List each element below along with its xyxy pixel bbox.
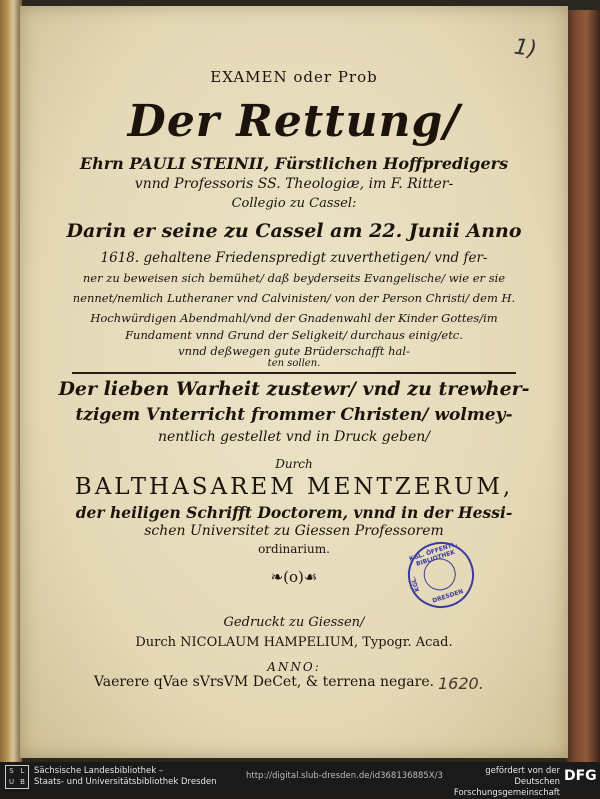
divider-rule: [72, 372, 516, 374]
funding-credit: [422, 766, 560, 799]
dedication-line-3: nentlich gestellet vnd in Druck geben/: [157, 429, 431, 445]
subject-line-5: Hochwürdigen Abendmahl/vnd der Gnadenwahl der Kinder Gottes/im: [90, 311, 498, 325]
handwritten-year: 1620.: [438, 674, 484, 693]
subject-line-1: Darin er seine zu Cassel am 22. Junii Anno: [66, 220, 522, 242]
university-line: schen Universitet zu Giessen Professorem: [144, 523, 444, 539]
left-page-edge: [0, 0, 22, 762]
funding-line-2: Deutschen Forschungsgemeinschaft: [453, 777, 560, 798]
slub-logo-letter: S: [9, 767, 14, 775]
stamp-top-text: KGL. ÖFFENTL. BIBLIOTHEK: [408, 540, 459, 568]
slub-logo-letter: U: [8, 778, 15, 786]
author-title-line: vnnd Professoris SS. Theologiæ, im F. Ritter-: [134, 176, 454, 192]
stamp-side-text: KGL.: [409, 575, 422, 593]
subject-line-4: nennet/nemlich Lutheraner vnd Calvinisten/ von der Person Christi/ dem H.: [72, 291, 516, 305]
institution-line-2: Staats- und Universitätsbibliothek Dresden: [34, 777, 217, 787]
main-title: Der Rettung/: [127, 96, 461, 147]
durch-line: Durch: [275, 457, 313, 471]
subject-line-8: ten sollen.: [267, 358, 321, 369]
institution-name: [34, 766, 217, 788]
imprint-printer: Durch NICOLAUM HAMPELIUM, Typogr. Acad.: [135, 635, 453, 650]
stamp-bottom-text: DRESDEN: [431, 588, 465, 605]
anno-label: ANNO:: [267, 660, 321, 674]
printer-ornament: ❧(o)☙: [270, 568, 318, 586]
chronogram-line: Vaerere qVae sVrsVM DeCet, & terrena negare.: [93, 674, 435, 690]
slub-logo-letter: B: [20, 778, 25, 786]
slub-logo-letter: L: [20, 767, 25, 775]
subject-line-6: Fundament vnnd Grund der Seligkeit/ durchaus einig/etc.: [125, 328, 463, 342]
ordinarium-line: ordinarium.: [258, 542, 330, 556]
subject-line-7: vnnd deßwegen gute Brüderschafft hal-: [178, 344, 410, 358]
page-number: 1): [512, 34, 539, 63]
dedication-line-1: Der lieben Warheit zustewr/ vnd zu trewher-: [58, 378, 530, 400]
author-name: BALTHASAREM MENTZERUM,: [74, 474, 514, 500]
imprint-place: Gedruckt zu Giessen/: [223, 615, 365, 630]
footer-bar: [0, 762, 600, 798]
title-page: [20, 6, 568, 758]
slub-logo: [5, 765, 29, 789]
permalink-url[interactable]: http://digital.slub-dresden.de/id368136885X/3: [246, 771, 443, 781]
collegio-line: Collegio zu Cassel:: [231, 196, 357, 211]
author-line: Ehrn PAULI STEINII, Fürstlichen Hoffpredigers: [79, 154, 509, 173]
funding-line-1: gefördert von der: [485, 766, 560, 776]
subject-line-3: ner zu beweisen sich bemühet/ daß beyderseits Evangelische/ wie er sie: [82, 271, 506, 285]
book-cover-edge: [566, 10, 600, 762]
dedication-line-2: tzigem Vnterricht frommer Christen/ wolmey-: [75, 405, 513, 425]
institution-line-1: Sächsische Landesbibliothek –: [34, 766, 164, 776]
author-degree-line: der heiligen Schrifft Doctorem, vnnd in der Hessi-: [75, 503, 513, 522]
subject-line-2: 1618. gehaltene Friedenspredigt zuverthetigen/ vnd fer-: [100, 250, 488, 266]
dfg-logo: DFG: [564, 768, 597, 784]
title-line-examen: EXAMEN oder Prob: [210, 68, 378, 86]
